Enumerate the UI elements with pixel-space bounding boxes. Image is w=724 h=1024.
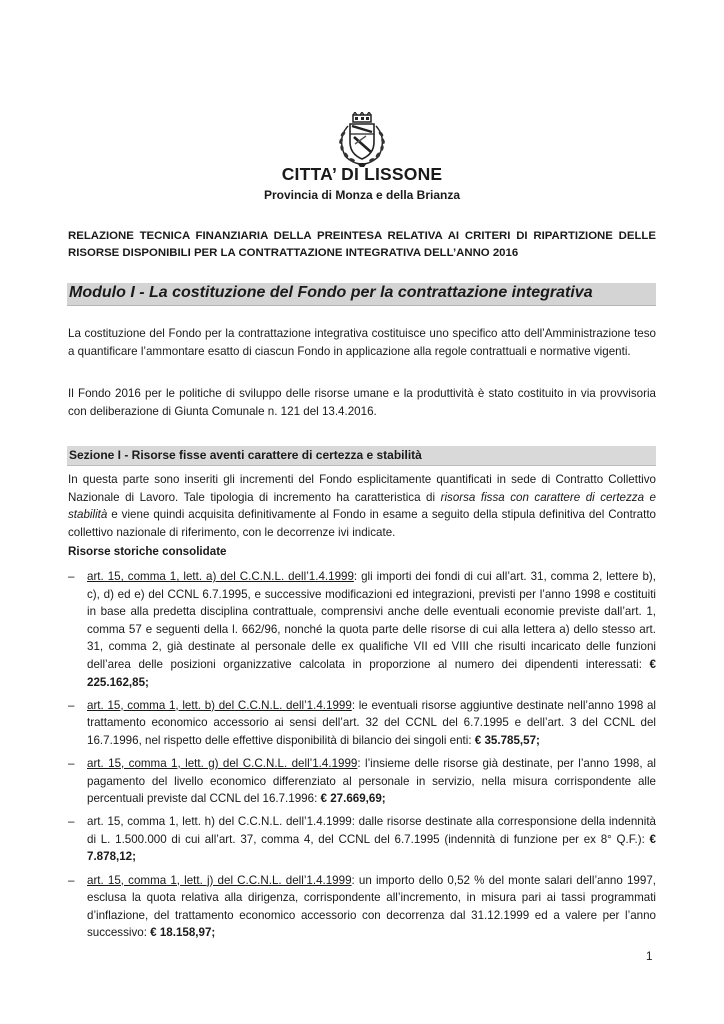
- list-item: [68, 568, 656, 691]
- dash-bullet: –: [68, 570, 75, 583]
- list-item: [68, 755, 656, 808]
- article-amount: € 7.878,12;: [87, 832, 656, 864]
- article-reference: art. 15, comma 1, lett. b) del C.C.N.L. dell’1.4.1999: [87, 698, 352, 712]
- report-title-line-1: RELAZIONE TECNICA FINANZIARIA DELLA PREINTESA RELATIVA AI CRITERI DI RIPARTIZIONE DELLE: [68, 230, 656, 242]
- report-title-line-2: RISORSE DISPONIBILI PER LA CONTRATTAZIONE INTEGRATIVA DELL’ANNO 2016: [68, 247, 519, 259]
- article-reference: art. 15, comma 1, lett. h) del C.C.N.L. dell’1.4.1999: [87, 815, 352, 829]
- province-subtitle: Provincia di Monza e della Brianza: [263, 188, 461, 202]
- article-reference: art. 15, comma 1, lett. a) del C.C.N.L. dell’1.4.1999: [87, 570, 354, 583]
- article-list: [68, 568, 656, 947]
- dash-bullet: –: [68, 698, 75, 712]
- article-amount: € 27.669,69;: [320, 792, 386, 806]
- module-heading-bar: [67, 283, 656, 306]
- page-number: 1: [646, 950, 653, 963]
- section-paragraph-start: In questa parte sono inseriti gli incrementi del Fondo esplicitamente quantificati in sede di Contratto Collettivo Nazionale di Lavoro. Tale tipologia di incremento ha caratteristica di: [68, 473, 656, 504]
- article-text: : le eventuali risorse aggiuntive destinate nell’anno 1998 al trattamento economico accessorio ai sensi dell’art. 32 del CCNL del 6.7.1995 e dell’art. 3 del CCNL del 16.7.1996, nel rispetto delle effettive disponibilità di bilancio dei singoli enti:: [87, 698, 656, 747]
- article-reference: art. 15, comma 1, lett. g) del C.C.N.L. dell’1.4.1999: [87, 756, 358, 770]
- section-heading-bar: [67, 446, 656, 466]
- article-text: : dalle risorse destinate alla corresponsione della indennità di L. 1.500.000 di cui all’art. 37, comma 4, del CCNL del 6.7.1995 (indennità di funzione per ex 8° Q.F.):: [87, 815, 656, 846]
- coat-of-arms-logo: [331, 112, 393, 168]
- list-item: [68, 697, 656, 750]
- article-reference: art. 15, comma 1, lett. j) del C.C.N.L. dell’1.4.1999: [87, 873, 352, 887]
- article-amount: € 35.785,57;: [474, 733, 540, 747]
- article-text: : gli importi dei fondi di cui all’art. 31, comma 2, lettere b), c), d) ed e) del CCNL 6.7.1995, e successive modificazioni ed integrazioni, previsti per l’anno 1998 e costituiti in base alla predetta disciplina contrattuale, comprensivi anche delle eventuali economie previste dall’art. 1, comma 57 e seguenti della l. 662/96, nonché la quota parte delle risorse di cui alla lettera a) dello stesso art. 31, comma 2, già destinate al personale delle ex qualifiche VII ed VIII che risulti incaricato delle funzioni dell’area delle posizioni organizzative calcolata in proporzione al numero dei dipendenti interessati:: [87, 570, 656, 671]
- list-item: [68, 813, 656, 866]
- section-paragraph-end: e viene quindi acquisita definitivamente al Fondo in esame a seguito della stipula definitiva del Contratto collettivo nazionale di riferimento, con le decorrenze ivi indicate.: [68, 508, 656, 539]
- report-title: [68, 228, 656, 262]
- article-amount: € 18.158,97;: [150, 926, 216, 940]
- dash-bullet: –: [68, 756, 75, 770]
- section-paragraph-italic: risorsa fissa con carattere di certezza e stabilità: [68, 490, 656, 522]
- article-text: : l’insieme delle risorse già destinate, per l’anno 1998, al pagamento del livello economico differenziato al personale in servizio, nella misura corrispondente alle percentuali previste dal CCNL del 16.7.1996:: [87, 756, 657, 806]
- module-heading: Modulo I - La costituzione del Fondo per la contrattazione integrativa: [69, 284, 593, 301]
- article-text: : un importo dello 0,52 % del monte salari dell’anno 1997, esclusa la quota relativa alla dirigenza, corrispondente all’incremento, in misura pari ai tassi programmati d’inflazione, del trattamento economico accessorio con decorrenza dal 31.12.1999 ed a valere per l’anno successivo:: [87, 873, 656, 940]
- module-paragraph-2: Il Fondo 2016 per le politiche di sviluppo delle risorse umane e la produttività è stato costituito in via provvisoria con deliberazione di Giunta Comunale n. 121 del 13.4.2016.: [68, 387, 656, 418]
- section-heading: Sezione I - Risorse fisse aventi carattere di certezza e stabilità: [69, 448, 422, 462]
- dash-bullet: –: [68, 815, 75, 829]
- dash-bullet: –: [68, 873, 75, 887]
- module-paragraph-1: La costituzione del Fondo per la contrattazione integrativa costituisce uno specifico atto dell’Amministrazione teso a quantificare l’ammontare esatto di ciascun Fondo in applicazione alla regole contrattuali e normative vigenti.: [68, 327, 656, 358]
- subheading-risorse-storiche: Risorse storiche consolidate: [68, 545, 227, 558]
- city-title: CITTA’ DI LISSONE: [281, 164, 443, 184]
- article-amount: € 225.162,85;: [87, 657, 656, 689]
- section-paragraph: [68, 471, 656, 541]
- list-item: [68, 872, 656, 942]
